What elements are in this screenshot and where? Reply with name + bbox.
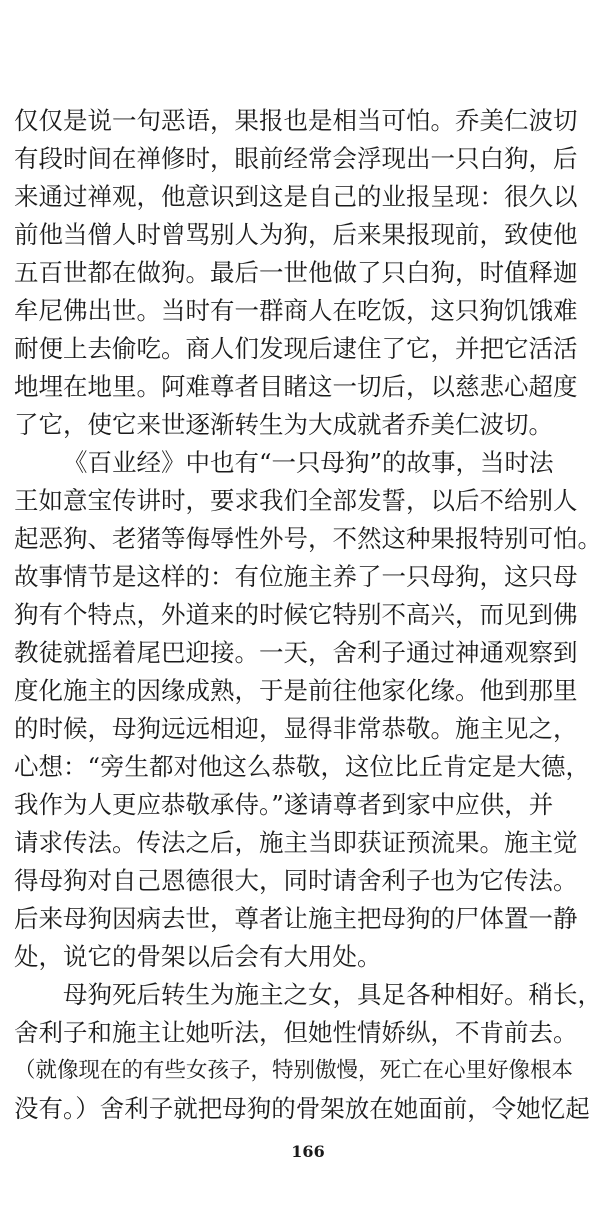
text-line: 度化施主的因缘成熟，于是前往他家化缘。他到那里 [14,676,578,705]
text-line: 了它，使它来世逐渐转生为大成就者乔美仁波切。 [14,410,553,439]
body-text [14,102,606,1128]
parenthetical-note-line: （就像现在的有些女孩子，特别傲慢，死亡在心里好像根本 [14,1058,574,1083]
text-line: 王如意宝传讲时，要求我们全部发誓，以后不给别人 [14,486,578,515]
paragraph-first-line: 《百业经》中也有“一只母狗”的故事，当时法 [63,448,554,477]
text-line: 得母狗对自己恩德很大，同时请舍利子也为它传法。 [14,866,578,895]
text-line: 狗有个特点，外道来的时候它特别不高兴，而见到佛 [14,600,578,629]
paragraph-first-line: 母狗死后转生为施主之女，具足各种相好。稍长， [63,980,602,1009]
text-line: 后来母狗因病去世，尊者让施主把母狗的尸体置一静 [14,904,578,933]
text-line: 教徒就摇着尾巴迎接。一天，舍利子通过神通观察到 [14,638,578,667]
text-line: 前他当僧人时曾骂别人为狗，后来果报现前，致使他 [14,220,578,249]
text-line: 仅仅是说一句恶语，果报也是相当可怕。乔美仁波切 [14,106,578,135]
text-line: 处，说它的骨架以后会有大用处。 [14,942,382,971]
text-line: 的时候，母狗远远相迎，显得非常恭敬。施主见之， [14,714,578,743]
page-number: 166 [291,1142,325,1161]
text-line: 地埋在地里。阿难尊者目睹这一切后，以慈悲心超度 [14,372,578,401]
text-line: 起恶狗、老猪等侮辱性外号，不然这种果报特别可怕。 [14,524,602,553]
text-line: 我作为人更应恭敬承侍。”遂请尊者到家中应供，并 [14,790,554,819]
text-line: 来通过禅观，他意识到这是自己的业报呈现：很久以 [14,182,578,211]
text-line: 牟尼佛出世。当时有一群商人在吃饭，这只狗饥饿难 [14,296,578,325]
text-line: 有段时间在禅修时，眼前经常会浮现出一只白狗，后 [14,144,578,173]
text-line: 请求传法。传法之后，施主当即获证预流果。施主觉 [14,828,578,857]
text-line: 五百世都在做狗。最后一世他做了只白狗，时值释迦 [14,258,578,287]
text-line: 没有。）舍利子就把母狗的骨架放在她面前，令她忆起 [14,1094,590,1123]
text-line: 耐便上去偷吃。商人们发现后逮住了它，并把它活活 [14,334,578,363]
text-line: 心想：“旁生都对他这么恭敬，这位比丘肯定是大德， [14,752,591,781]
text-line: 故事情节是这样的：有位施主养了一只母狗，这只母 [14,562,578,591]
text-line: 舍利子和施主让她听法，但她性情娇纵，不肯前去。 [14,1018,578,1047]
